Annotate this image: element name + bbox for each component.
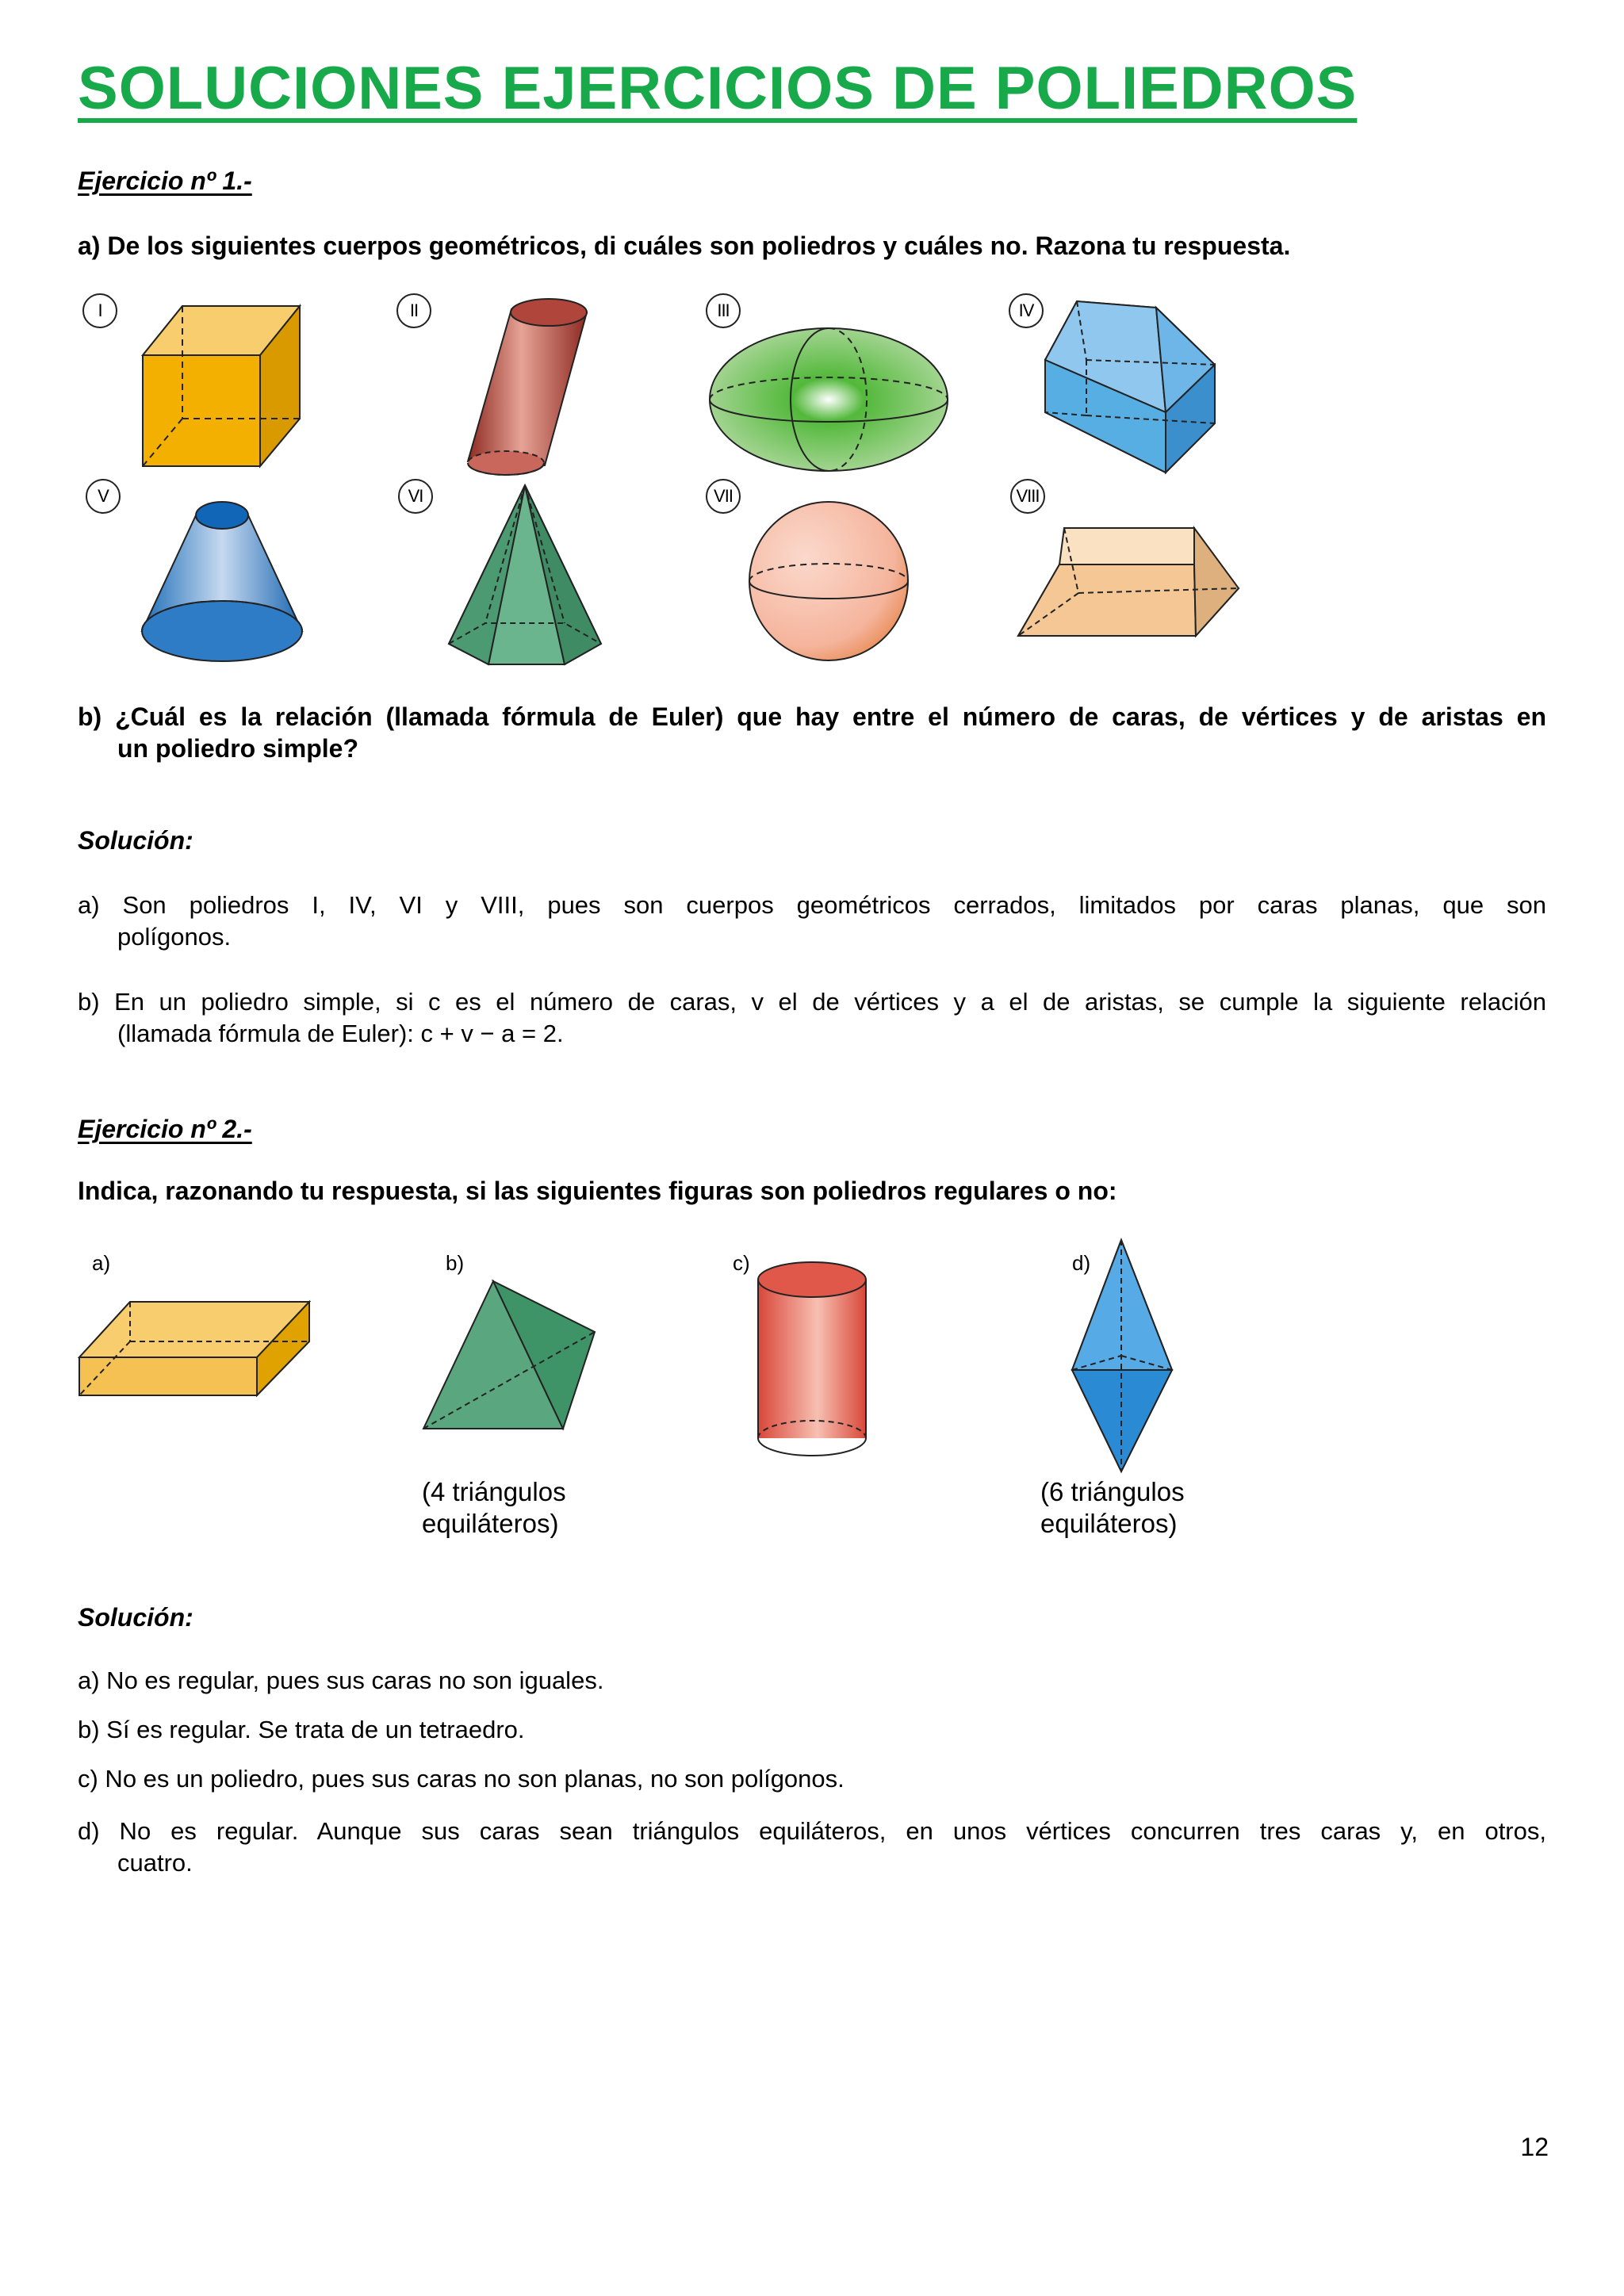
exercise-1-solution-b [78,986,1546,1050]
figure-label-vi: VI [398,479,433,514]
solution-b-line-1: b) En un poliedro simple, si c es el número de caras, v el de vértices y a el de aristas, se cumple la siguiente relación [78,988,1546,1016]
prism-roof-figure [1039,297,1221,479]
cube-figure [135,300,309,473]
oblique-cylinder-figure [460,295,595,477]
exercise-2-heading: Ejercicio nº 2.- [78,1115,252,1143]
figure-label-iii: III [706,293,741,328]
solution-d-line-2: cuatro. [117,1849,193,1877]
exercise-2-question: Indica, razonando tu respuesta, si las siguientes figuras son poliedros regulares o no: [78,1177,1117,1205]
solution-b-line-2: (llamada fórmula de Euler): c + v − a = 2. [117,1020,564,1047]
question-b-line-1: b) ¿Cuál es la relación (llamada fórmula de Euler) que hay entre el número de caras, de vértices y de aristas en [78,702,1546,731]
cylinder-figure [755,1259,869,1459]
caption-b [422,1476,566,1540]
question-b-line-2: un poliedro simple? [117,734,359,763]
figure-label-d: d) [1072,1251,1091,1275]
page-number: 12 [1520,2133,1549,2161]
frustum-pyramid-figure [1015,522,1240,639]
figure-label-viii: VIII [1010,479,1045,514]
sphere-figure [747,499,910,663]
figure-label-i: I [82,293,117,328]
exercise-2-solution-heading: Solución: [78,1603,193,1632]
exercise-1-solution-a [78,890,1546,953]
tetrahedron-figure [420,1278,598,1432]
triangular-bipyramid-figure [1069,1237,1175,1475]
page-title: SOLUCIONES EJERCICIOS DE POLIEDROS [78,55,1358,122]
figure-label-a: a) [92,1251,111,1275]
figure-label-v: V [86,479,121,514]
solution-a-line-2: polígonos. [117,923,232,951]
exercise-1-solution-heading: Solución: [78,826,193,855]
figure-label-c: c) [733,1251,750,1275]
solution-a-line-1: a) Son poliedros I, IV, VI y VIII, pues son cuerpos geométricos cerrados, limitados por caras planas, que son [78,891,1546,919]
figure-label-vii: VII [706,479,741,514]
exercise-1-question-b [78,701,1546,764]
caption-b-line-2: equiláteros) [422,1509,559,1538]
ellipsoid-figure [706,323,952,482]
exercise-2-solution-c: c) No es un poliedro, pues sus caras no son planas, no son polígonos. [78,1765,845,1793]
exercise-1-question-a: a) De los siguientes cuerpos geométricos, di cuáles son poliedros y cuáles no. Razona tu respuesta. [78,232,1291,260]
exercise-2-solution-b: b) Sí es regular. Se trata de un tetraedro. [78,1716,525,1743]
figure-label-b: b) [446,1251,465,1275]
hexagonal-pyramid-figure [446,482,604,668]
figure-label-ii: II [396,293,431,328]
caption-b-line-1: (4 triángulos [422,1477,566,1506]
caption-d-line-1: (6 triángulos [1040,1477,1185,1506]
caption-d [1040,1476,1185,1540]
truncated-cone-figure [139,498,305,664]
exercise-1-heading: Ejercicio nº 1.- [78,166,252,195]
figure-label-iv: IV [1009,293,1044,328]
solution-d-line-1: d) No es regular. Aunque sus caras sean triángulos equiláteros, en unos vértices concurren tres caras y, en otros, [78,1817,1546,1845]
exercise-2-solution-d [78,1816,1546,1879]
caption-d-line-2: equiláteros) [1040,1509,1178,1538]
rectangular-prism-figure [76,1297,314,1399]
exercise-2-solution-a: a) No es regular, pues sus caras no son iguales. [78,1667,604,1694]
